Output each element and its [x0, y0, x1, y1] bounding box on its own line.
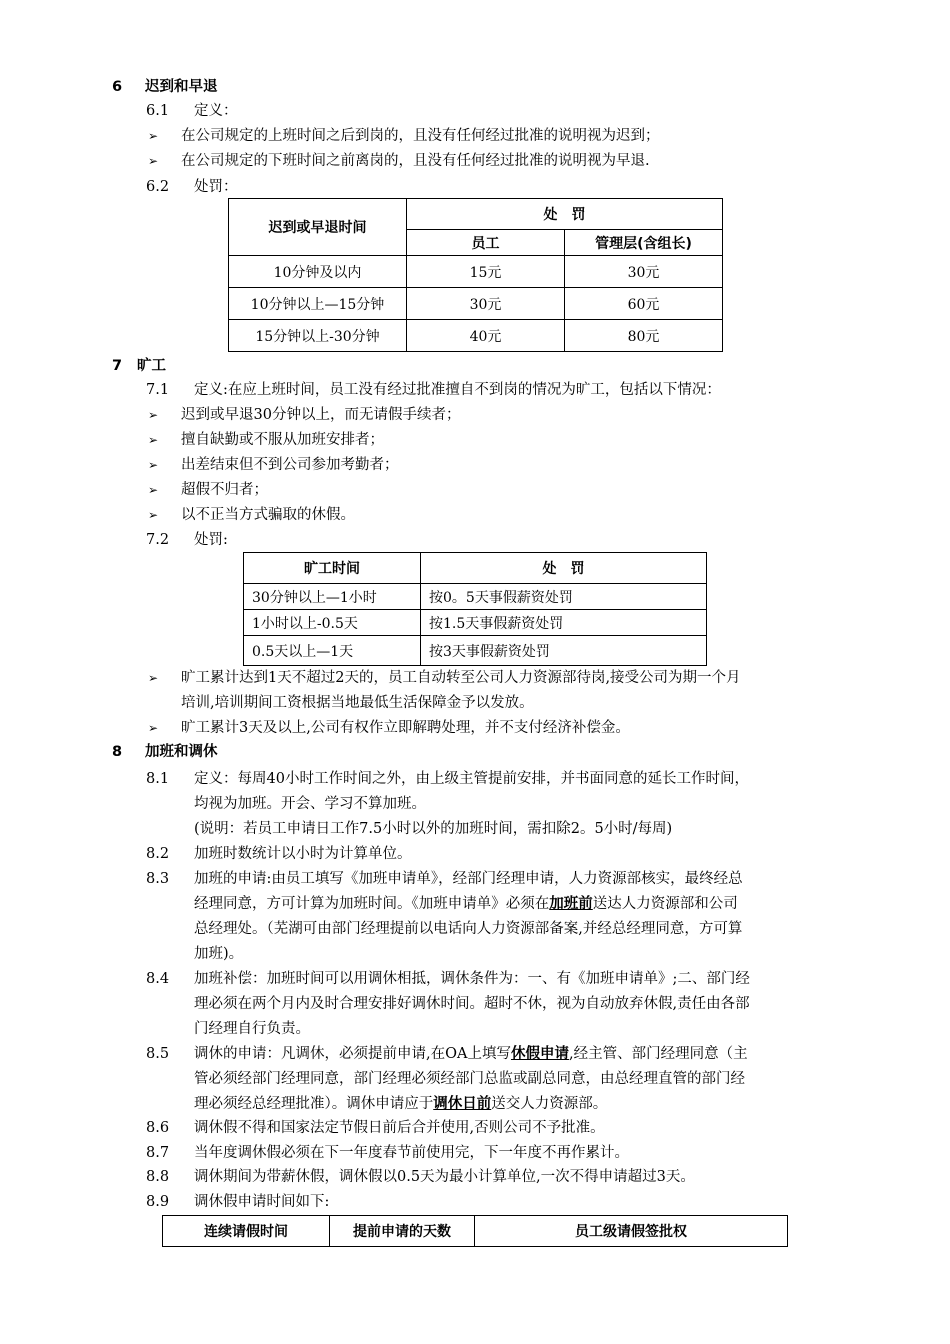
bullet-early-leave: 在公司规定的下班时间之前离岗的，且没有任何经过批准的说明视为早退.	[181, 153, 650, 169]
bullet-absence: 迟到或早退30分钟以上，而无请假手续者；	[181, 407, 461, 423]
late-penalty-table	[228, 198, 723, 352]
item-8-4-line2: 理必须在两个月内及时合理安排好调休时间。超时不休，视为自动放弃休假,责任由各部	[194, 996, 750, 1012]
item-8-8-number: 8.8	[146, 1169, 170, 1185]
item-8-6-number: 8.6	[146, 1120, 170, 1136]
header-penalty: 处 罚	[407, 199, 723, 230]
header-late-time: 迟到或早退时间	[229, 199, 407, 256]
item-8-3-line1: 加班的申请:由员工填写《加班申请单》，经部门经理申请，人力资源部核实，最终经总	[194, 871, 743, 887]
bullet-absence: 擅自缺勤或不服从加班安排者；	[181, 432, 384, 448]
item-8-1-note: (说明：若员工申请日工作7.5小时以外的加班时间，需扣除2。5小时/每周)	[194, 821, 673, 837]
item-6-2-text: 处罚：	[194, 179, 238, 195]
bullet-arrow-icon: ➢	[147, 721, 159, 735]
leave-application-table	[162, 1215, 788, 1247]
item-7-2-number: 7.2	[146, 532, 170, 548]
cell-penalty: 按0。5天事假薪资处罚	[421, 584, 707, 610]
cell-management: 60元	[565, 288, 723, 320]
bullet-dismissal: 旷工累计3天及以上,公司有权作立即解聘处理，并不支付经济补偿金。	[181, 720, 630, 736]
cell-time: 15分钟以上-30分钟	[229, 320, 407, 352]
item-8-1-line2: 均视为加班。开会、学习不算加班。	[194, 796, 426, 812]
item-8-5-number: 8.5	[146, 1046, 170, 1062]
before-overtime-emphasis: 加班前	[549, 896, 593, 912]
item-6-1-number: 6.1	[146, 103, 170, 119]
item-8-2-number: 8.2	[146, 846, 170, 862]
section-8-title: 加班和调休	[145, 744, 218, 760]
cell-management: 30元	[565, 256, 723, 288]
header-continuous-leave-time: 连续请假时间	[163, 1216, 330, 1247]
section-6-number: 6	[112, 79, 123, 95]
section-7-number: 7	[112, 358, 123, 374]
item-8-5-line3-a: 理必须经总经理批准）。调休申请应于	[194, 1096, 434, 1112]
cell-time: 10分钟以上—15分钟	[229, 288, 407, 320]
item-8-4-line1: 加班补偿：加班时间可以用调休相抵，调休条件为：一、有《加班申请单》;二、部门经	[194, 971, 750, 987]
item-8-8-text: 调休期间为带薪休假，调休假以0.5天为最小计算单位,一次不得申请超过3天。	[194, 1169, 695, 1185]
bullet-absence: 以不正当方式骗取的休假。	[181, 507, 355, 523]
item-8-3-line2	[194, 894, 738, 914]
item-8-9-number: 8.9	[146, 1194, 170, 1210]
item-7-2-text: 处罚:	[194, 532, 228, 548]
bullet-arrow-icon: ➢	[147, 154, 159, 168]
table-row	[229, 288, 723, 320]
cell-penalty: 按1.5天事假薪资处罚	[421, 610, 707, 636]
header-absence-time: 旷工时间	[244, 553, 421, 584]
item-8-2-text: 加班时数统计以小时为计算单位。	[194, 846, 412, 862]
item-8-4-line3: 门经理自行负责。	[194, 1021, 310, 1037]
item-8-7-number: 8.7	[146, 1145, 170, 1161]
bullet-arrow-icon: ➢	[147, 483, 159, 497]
bullet-arrow-icon: ➢	[147, 508, 159, 522]
header-approval-authority: 员工级请假签批权	[475, 1216, 788, 1247]
bullet-absence: 超假不归者；	[181, 482, 268, 498]
header-employee: 员工	[407, 230, 565, 256]
table-row	[244, 610, 707, 636]
header-management: 管理层(含组长)	[565, 230, 723, 256]
item-8-3-line2-b: 送达人力资源部和公司	[592, 896, 738, 912]
item-8-4-number: 8.4	[146, 971, 170, 987]
absence-penalty-table	[243, 552, 707, 666]
item-8-5-line3	[194, 1094, 607, 1114]
cell-time: 1小时以上-0.5天	[244, 610, 421, 636]
bullet-arrow-icon: ➢	[147, 433, 159, 447]
item-8-5-line3-b: 送交人力资源部。	[491, 1096, 608, 1112]
item-8-7-text: 当年度调休假必须在下一年度春节前使用完，下一年度不再作累计。	[194, 1145, 629, 1161]
bullet-late: 在公司规定的上班时间之后到岗的，且没有任何经过批准的说明视为迟到；	[181, 128, 660, 144]
section-8-number: 8	[112, 744, 123, 760]
table-row	[244, 636, 707, 666]
leave-application-emphasis: 休假申请	[510, 1046, 569, 1062]
bullet-absence-accumulated-line2: 培训,培训期间工资根据当地最低生活保障金予以发放。	[181, 695, 534, 711]
item-8-5-line1	[194, 1044, 748, 1064]
item-8-9-text: 调休假申请时间如下:	[194, 1194, 330, 1210]
cell-management: 80元	[565, 320, 723, 352]
cell-time: 10分钟及以内	[229, 256, 407, 288]
bullet-absence: 出差结束但不到公司参加考勤者；	[181, 457, 399, 473]
table-row	[229, 320, 723, 352]
section-7-title: 旷工	[137, 358, 166, 374]
bullet-arrow-icon: ➢	[147, 408, 159, 422]
cell-time: 30分钟以上—1小时	[244, 584, 421, 610]
item-8-3-number: 8.3	[146, 871, 170, 887]
section-6-title: 迟到和早退	[145, 79, 218, 95]
item-8-5-line2: 管必须经部门经理同意，部门经理必须经部门总监或副总同意，由总经理直管的部门经	[194, 1071, 745, 1087]
before-leave-day-emphasis: 调休日前	[433, 1096, 492, 1112]
cell-employee: 40元	[407, 320, 565, 352]
bullet-arrow-icon: ➢	[147, 458, 159, 472]
cell-employee: 30元	[407, 288, 565, 320]
item-8-3-line4: 加班)。	[194, 946, 244, 962]
header-penalty: 处 罚	[421, 553, 707, 584]
item-7-1-text: 定义:在应上班时间，员工没有经过批准擅自不到岗的情况为旷工，包括以下情况：	[194, 382, 721, 398]
item-8-6-text: 调休假不得和国家法定节假日前后合并使用,否则公司不予批准。	[194, 1120, 605, 1136]
table-row	[229, 256, 723, 288]
bullet-arrow-icon: ➢	[147, 671, 159, 685]
item-6-2-number: 6.2	[146, 179, 170, 195]
bullet-absence-accumulated-line1: 旷工累计达到1天不超过2天的，员工自动转至公司人力资源部待岗,接受公司为期一个月	[181, 670, 741, 686]
item-8-3-line2-a: 经理同意，方可计算为加班时间。《加班申请单》必须在	[194, 896, 550, 912]
item-8-5-line1-a: 调休的申请：凡调休，必须提前申请,在OA上填写	[194, 1046, 511, 1062]
item-6-1-text: 定义：	[194, 103, 238, 119]
cell-penalty: 按3天事假薪资处罚	[421, 636, 707, 666]
header-advance-days: 提前申请的天数	[330, 1216, 475, 1247]
cell-employee: 15元	[407, 256, 565, 288]
item-8-5-line1-b: ,经主管、部门经理同意（主	[568, 1046, 748, 1062]
table-row	[244, 584, 707, 610]
item-8-1-line1: 定义：每周40小时工作时间之外，由上级主管提前安排，并书面同意的延长工作时间，	[194, 771, 749, 787]
bullet-arrow-icon: ➢	[147, 129, 159, 143]
item-8-1-number: 8.1	[146, 771, 170, 787]
item-8-3-line3: 总经理处。（芜湖可由部门经理提前以电话向人力资源部备案,并经总经理同意，方可算	[194, 921, 743, 937]
cell-time: 0.5天以上—1天	[244, 636, 421, 666]
item-7-1-number: 7.1	[146, 382, 170, 398]
